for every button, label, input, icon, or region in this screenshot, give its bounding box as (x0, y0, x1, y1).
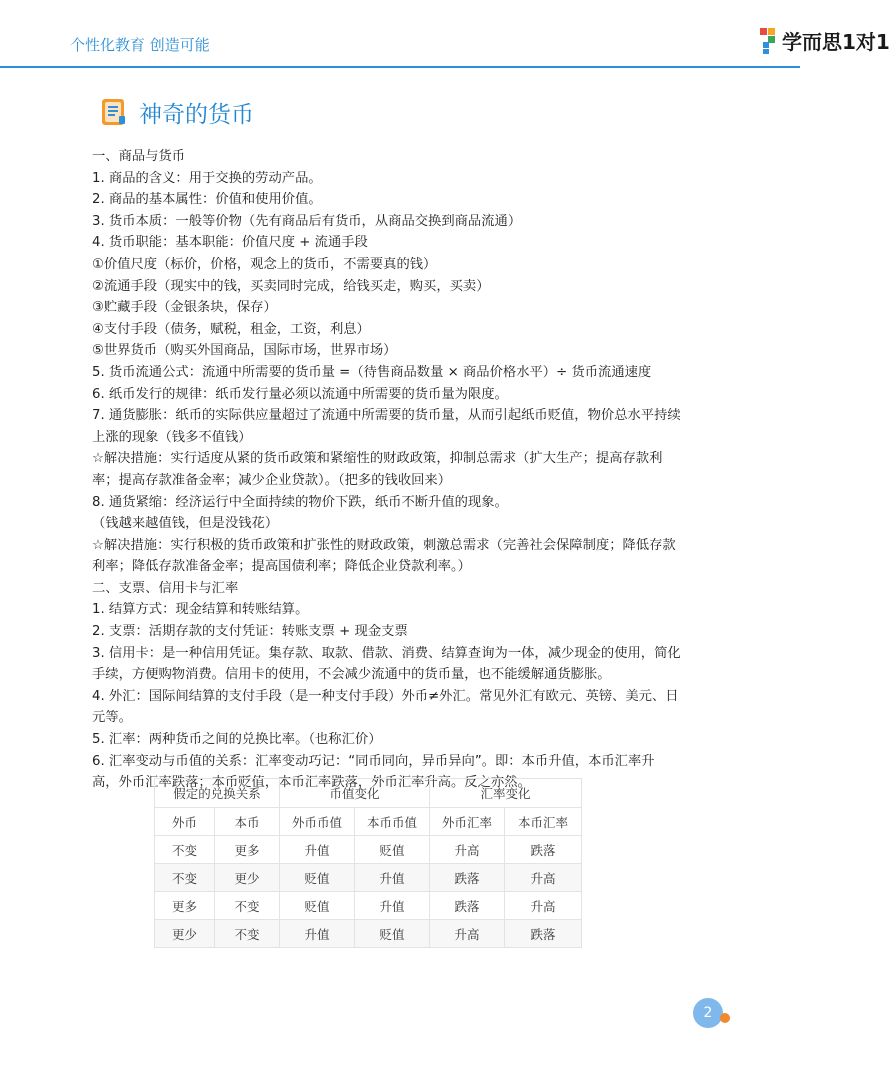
table-cell: 跌落 (505, 920, 582, 948)
table-cell: 更少 (155, 920, 215, 948)
text-line: 4. 货币职能：基本职能：价值尺度 + 流通手段 (92, 235, 368, 251)
table-cell: 贬值 (280, 892, 355, 920)
table-cell: 升值 (355, 864, 430, 892)
text-line: 一、商品与货币 (92, 149, 186, 164)
text-line: 4. 外汇：国际间结算的支付手段（是一种支付手段）外币≠外汇。常见外汇有欧元、英镑、美元、日 (92, 688, 679, 704)
table-cell: 不变 (215, 892, 280, 920)
table-row (155, 836, 582, 864)
table-cell: 跌落 (505, 836, 582, 864)
logo-question-mark-icon (758, 28, 778, 54)
table-cell: 贬值 (355, 920, 430, 948)
text-line: 二、支票、信用卡与汇率 (92, 580, 239, 596)
table-sub-header: 本币币值 (355, 808, 430, 836)
table-cell: 更多 (215, 836, 280, 864)
table-row (155, 920, 582, 948)
table-cell: 跌落 (430, 864, 505, 892)
text-line: ④支付手段（债务，赋税，租金，工资，利息） (92, 321, 370, 337)
table-group-header: 汇率变化 (430, 779, 582, 808)
text-line: 3. 信用卡：是一种信用凭证。集存款、取款、借款、消费、结算查询为一体，减少现金的使用，简化 (92, 645, 681, 661)
text-line: 1. 商品的含义：用于交换的劳动产品。 (92, 170, 322, 186)
text-line: ⑤世界货币（购买外国商品，国际市场，世界市场） (92, 343, 397, 359)
table-cell: 更多 (155, 892, 215, 920)
table-group-header-row (155, 779, 582, 808)
table-group-header: 假定的兑换关系 (155, 779, 280, 808)
notes-content (92, 146, 722, 794)
table-cell: 跌落 (430, 892, 505, 920)
logo-text: 学而思1对1 (782, 30, 890, 54)
exchange-rate-table (154, 778, 582, 948)
text-line: 2. 支票：活期存款的支付凭证：转账支票 + 现金支票 (92, 624, 408, 640)
table-cell: 升高 (430, 836, 505, 864)
table-cell: 不变 (155, 864, 215, 892)
text-line: 5. 货币流通公式：流通中所需要的货币量 =（待售商品数量 × 商品价格水平）÷ 货币流通速度 (92, 364, 652, 380)
table-row (155, 892, 582, 920)
table-cell: 贬值 (280, 864, 355, 892)
text-line: 率；提高存款准备金率；减少企业贷款）。（把多的钱收回来） (92, 472, 452, 488)
exchange-rate-table-container (154, 778, 582, 948)
table-cell: 不变 (155, 836, 215, 864)
text-line: ☆解决措施：实行积极的货币政策和扩张性的财政政策，刺激总需求（完善社会保障制度；降低存款 (92, 537, 676, 553)
table-row (155, 864, 582, 892)
text-line: 利率；降低存款准备金率；提高国债利率；降低企业贷款利率。） (92, 559, 471, 575)
text-line: 高，外币汇率跌落；本币贬值，本币汇率跌落，外币汇率升高。反之亦然。 (92, 775, 531, 791)
text-line: ☆解决措施：实行适度从紧的货币政策和紧缩性的财政政策，抑制总需求（扩大生产；提高存款利 (92, 451, 663, 467)
table-cell: 不变 (215, 920, 280, 948)
table-cell: 升值 (280, 836, 355, 864)
table-sub-header: 本币 (215, 808, 280, 836)
table-sub-header-row (155, 808, 582, 836)
table-cell: 升高 (505, 864, 582, 892)
text-line: ①价值尺度（标价，价格，观念上的货币，不需要真的钱） (92, 256, 437, 272)
table-group-header: 币值变化 (280, 779, 430, 808)
text-line: 1. 结算方式：现金结算和转账结算。 (92, 602, 309, 618)
notebook-icon (101, 98, 127, 126)
table-cell: 更少 (215, 864, 280, 892)
text-line: 6. 纸币发行的规律：纸币发行量必须以流通中所需要的货币量为限度。 (92, 386, 508, 402)
text-line: 元等。 (92, 710, 132, 726)
text-line: ③贮藏手段（金银条块，保存） (92, 300, 277, 316)
table-sub-header: 外币 (155, 808, 215, 836)
page-number-dot (720, 1013, 730, 1023)
page-header (0, 0, 890, 68)
text-line: 5. 汇率：两种货币之间的兑换比率。（也称汇价） (92, 732, 382, 748)
table-cell: 升值 (355, 892, 430, 920)
text-line: 上涨的现象（钱多不值钱） (92, 429, 252, 445)
table-sub-header: 本币汇率 (505, 808, 582, 836)
table-cell: 贬值 (355, 836, 430, 864)
page-title: 神奇的货币 (139, 102, 254, 128)
text-line: （钱越来越值钱，但是没钱花） (92, 516, 279, 532)
text-line: ②流通手段（现实中的钱，买卖同时完成，给钱买走，购买，买卖） (92, 278, 490, 294)
table-sub-header: 外币汇率 (430, 808, 505, 836)
text-line: 6. 汇率变动与币值的关系：汇率变动巧记：“同币同向，异币异向”。即：本币升值，本币汇率升 (92, 753, 655, 769)
text-line: 7. 通货膨胀：纸币的实际供应量超过了流通中所需要的货币量，从而引起纸币贬值，物价总水平持续 (92, 408, 681, 424)
text-line: 8. 通货紧缩：经济运行中全面持续的物价下跌，纸币不断升值的现象。 (92, 494, 508, 510)
table-cell: 升高 (505, 892, 582, 920)
text-line: 3. 货币本质：一般等价物（先有商品后有货币，从商品交换到商品流通） (92, 213, 522, 229)
text-line: 手续，方便购物消费。信用卡的使用，不会减少流通中的货币量，也不能缓解通货膨胀。 (92, 667, 611, 683)
header-slogan: 个性化教育 创造可能 (70, 36, 210, 54)
table-cell: 升高 (430, 920, 505, 948)
footer-edge (0, 1074, 800, 1078)
table-cell: 升值 (280, 920, 355, 948)
text-line: 2. 商品的基本属性：价值和使用价值。 (92, 192, 322, 208)
header-divider (0, 66, 800, 68)
page-number-badge: 2 (693, 998, 723, 1028)
table-sub-header: 外币币值 (280, 808, 355, 836)
